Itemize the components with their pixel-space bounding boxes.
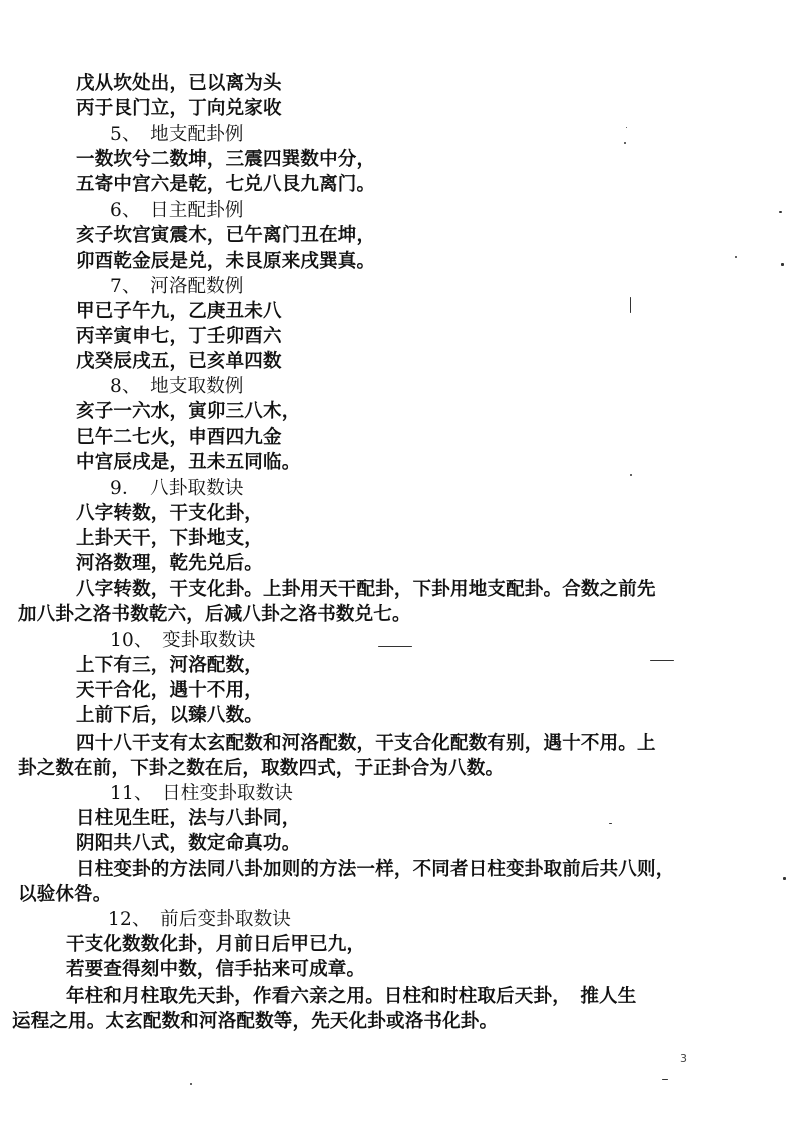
verse-line: 中宫辰戌是，丑未五同临。 bbox=[76, 452, 301, 473]
paragraph-line: 四十八干支有太玄配数和河洛配数，干支合化配数有别，遇十不用。上 bbox=[76, 733, 656, 754]
section-heading-12: 12、 前后变卦取数诀 bbox=[108, 909, 291, 930]
verse-line: 亥子一六水，寅卯三八木， bbox=[76, 401, 301, 422]
section-heading-10: 10、 变卦取数诀 bbox=[110, 630, 256, 651]
verse-line: 阴阳共八式，数定命真功。 bbox=[76, 833, 301, 854]
scan-speck bbox=[630, 297, 631, 313]
scan-speck bbox=[626, 127, 627, 128]
scan-speck bbox=[378, 646, 412, 647]
section-heading-11: 11、 日柱变卦取数诀 bbox=[110, 783, 293, 804]
verse-line: 五寄中宫六是乾，七兑八艮九离门。 bbox=[76, 174, 376, 195]
verse-line: 上前下后，以臻八数。 bbox=[76, 705, 264, 726]
scan-speck bbox=[190, 1083, 192, 1085]
verse-line: 上下有三，河洛配数， bbox=[76, 655, 264, 676]
verse-line: 丙于艮门立，丁向兑家收 bbox=[76, 98, 282, 119]
paragraph-line: 八字转数，干支化卦。上卦用天干配卦，下卦用地支配卦。合数之前先 bbox=[76, 579, 656, 600]
verse-line: 上卦天干，下卦地支， bbox=[76, 528, 264, 549]
paragraph-line: 年柱和月柱取先天卦，作看六亲之用。日柱和时柱取后天卦， 推人生 bbox=[66, 986, 637, 1007]
paragraph-line: 卦之数在前，下卦之数在后，取数四式，于正卦合为八数。 bbox=[18, 758, 505, 779]
verse-line: 卯酉乾金辰是兑，未艮原来戌巽真。 bbox=[76, 251, 376, 272]
verse-line: 戊癸辰戌五，已亥单四数 bbox=[76, 351, 282, 372]
paragraph-line: 日柱变卦的方法同八卦加则的方法一样，不同者日柱变卦取前后共八则， bbox=[76, 859, 675, 880]
section-heading-7: 7、 河洛配数例 bbox=[110, 276, 244, 297]
verse-line: 亥子坎宫寅震木，已午离门丑在坤， bbox=[76, 225, 376, 246]
scan-speck bbox=[779, 211, 782, 213]
paragraph-line: 加八卦之洛书数乾六，后减八卦之洛书数兑七。 bbox=[18, 604, 411, 625]
scan-speck bbox=[609, 823, 612, 824]
verse-line: 甲已子午九，乙庚丑未八 bbox=[76, 301, 282, 322]
section-heading-8: 8、 地支取数例 bbox=[110, 376, 244, 397]
verse-line: 天干合化，遇十不用， bbox=[76, 680, 264, 701]
verse-line: 八字转数，干支化卦， bbox=[76, 503, 264, 524]
scan-speck bbox=[630, 474, 632, 476]
scan-speck bbox=[662, 1079, 668, 1080]
section-heading-5: 5、 地支配卦例 bbox=[110, 124, 244, 145]
scan-speck bbox=[624, 142, 626, 144]
verse-line: 干支化数数化卦，月前日后甲已九， bbox=[66, 934, 366, 955]
scan-speck bbox=[735, 256, 737, 258]
paragraph-line: 以验休咎。 bbox=[18, 884, 112, 905]
verse-line: 河洛数理，乾先兑后。 bbox=[76, 553, 264, 574]
verse-line: 丙辛寅申七，丁壬卯酉六 bbox=[76, 326, 282, 347]
verse-line: 戊从坎处出，已以离为头 bbox=[76, 73, 282, 94]
page-number: 3 bbox=[680, 1052, 687, 1065]
verse-line: 日柱见生旺，法与八卦同， bbox=[76, 808, 301, 829]
paragraph-line: 运程之用。太玄配数和河洛配数等，先天化卦或洛书化卦。 bbox=[12, 1011, 499, 1032]
scan-speck bbox=[783, 877, 786, 880]
verse-line: 巳午二七火，申酉四九金 bbox=[76, 427, 282, 448]
verse-line: 一数坎兮二数坤，三震四巽数中分， bbox=[76, 149, 376, 170]
section-heading-9: 9． 八卦取数诀 bbox=[110, 478, 244, 499]
scan-speck bbox=[781, 263, 784, 266]
section-heading-6: 6、 日主配卦例 bbox=[110, 200, 244, 221]
verse-line: 若要查得刻中数，信手拈来可成章。 bbox=[66, 959, 366, 980]
scan-speck bbox=[650, 660, 674, 661]
